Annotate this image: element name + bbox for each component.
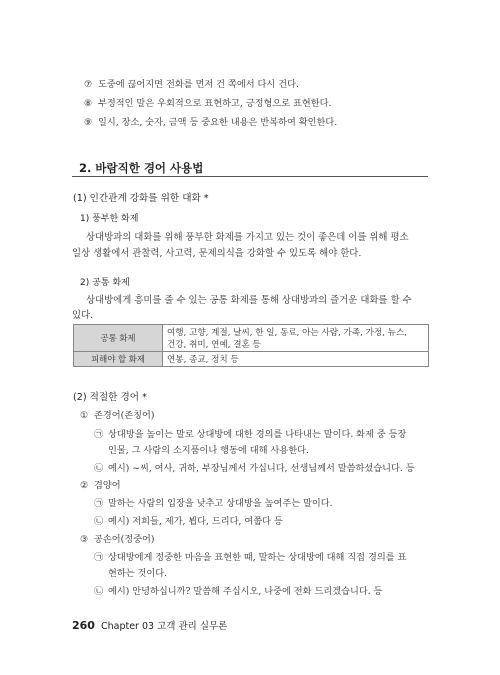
table-row xyxy=(74,352,429,367)
table-label: 공통 화제 xyxy=(74,325,163,352)
list-marker: ㉡ xyxy=(94,463,104,474)
list-text: 현하는 것이다. xyxy=(108,568,168,579)
list-marker: ⑨ xyxy=(84,117,93,128)
list-marker: ㉠ xyxy=(94,429,104,440)
list-item xyxy=(94,497,333,510)
list-text: 인물, 그 사람의 소지품이나 행동에 대해 사용한다. xyxy=(108,445,309,456)
paragraph-line: 상대방에게 흥미를 줄 수 있는 공통 화제를 통해 상대방과의 즐거운 대화를 할 수 xyxy=(86,295,412,306)
list-item xyxy=(94,428,406,441)
item-title: 1) 풍부한 화제 xyxy=(80,214,139,224)
list-item xyxy=(80,409,154,422)
list-marker: ㉠ xyxy=(94,498,104,509)
list-item xyxy=(84,116,337,129)
topic-table xyxy=(73,324,429,367)
list-text: 예시) ~씨, 여사, 귀하, 부장님께서 가십니다, 선생님께서 말씀하셨습니다. 등 xyxy=(108,463,415,474)
page-number: 260 xyxy=(72,619,95,632)
list-item xyxy=(94,462,415,475)
table-cell xyxy=(163,352,429,367)
paragraph-line: 일상 생활에서 관찰력, 사고력, 문제의식을 강화할 수 있도록 해야 한다. xyxy=(72,248,362,259)
list-item xyxy=(94,515,283,528)
list-item xyxy=(94,585,382,598)
section-rule xyxy=(72,176,428,177)
list-item xyxy=(94,551,406,564)
list-marker: ⑧ xyxy=(84,98,93,109)
list-item xyxy=(84,78,299,91)
section-title: 2. 바람직한 경어 사용법 xyxy=(79,161,204,175)
list-marker: ㉠ xyxy=(94,552,104,563)
list-item xyxy=(80,533,154,546)
list-marker: ② xyxy=(80,480,89,491)
table-row xyxy=(74,325,429,352)
table-cell-line: 건강, 취미, 연예, 결혼 등 xyxy=(167,340,261,350)
table-cell-line: 여행, 고향, 계절, 날씨, 한 일, 동료, 아는 사람, 가족, 가정, 뉴스, xyxy=(167,328,408,338)
table-cell xyxy=(163,325,429,352)
list-text: 상대방에게 정중한 마음을 표현한 때, 말하는 상대방에 대해 직접 경의를 표 xyxy=(108,552,407,563)
page-footer xyxy=(72,618,227,632)
table-cell-line: 연봉, 종교, 정치 등 xyxy=(167,355,239,365)
paragraph-line: 상대방과의 대화를 위해 풍부한 화제를 가지고 있는 것이 좋은데 이를 위해 평소 xyxy=(86,232,409,243)
subsection-title: (2) 적절한 경어 * xyxy=(73,392,147,403)
list-marker: ⑦ xyxy=(84,79,93,90)
list-text: 도중에 끊어지면 전화를 먼저 건 쪽에서 다시 건다. xyxy=(98,79,299,90)
list-item xyxy=(80,479,121,492)
list-marker: ㉡ xyxy=(94,516,104,527)
list-text: 상대방을 높이는 말로 상대방에 대한 경의를 나타내는 말이다. 화제 중 등장 xyxy=(108,429,407,440)
paragraph-line: 있다. xyxy=(72,310,94,321)
list-text: 일시, 장소, 숫자, 금액 등 중요한 내용은 반복하여 확인한다. xyxy=(98,117,338,128)
subsection-title: (1) 인간관계 강화를 위한 대화 * xyxy=(73,193,209,204)
item-title: 2) 공통 화제 xyxy=(80,278,130,288)
list-title: 공손어(정중어) xyxy=(94,534,155,545)
list-text: 말하는 사람의 입장을 낮추고 상대방을 높여주는 말이다. xyxy=(108,498,333,509)
table-label: 피해야 할 화제 xyxy=(74,352,163,367)
list-title: 존경어(존칭어) xyxy=(94,410,155,421)
list-text: 예시) 저희들, 제가, 뵙다, 드리다, 여쭙다 등 xyxy=(108,516,283,527)
list-marker: ③ xyxy=(80,534,89,545)
list-marker: ① xyxy=(80,410,89,421)
list-item xyxy=(84,97,331,110)
chapter-label: Chapter 03 고객 관리 실무론 xyxy=(100,621,228,632)
list-text: 예시) 안녕하십니까? 말씀해 주십시오, 나중에 전화 드리겠습니다. 등 xyxy=(108,586,383,597)
list-title: 겸양어 xyxy=(94,480,121,491)
list-marker: ㉡ xyxy=(94,586,104,597)
list-text: 부정적인 말은 우회적으로 표현하고, 긍정형으로 표현한다. xyxy=(98,98,332,109)
